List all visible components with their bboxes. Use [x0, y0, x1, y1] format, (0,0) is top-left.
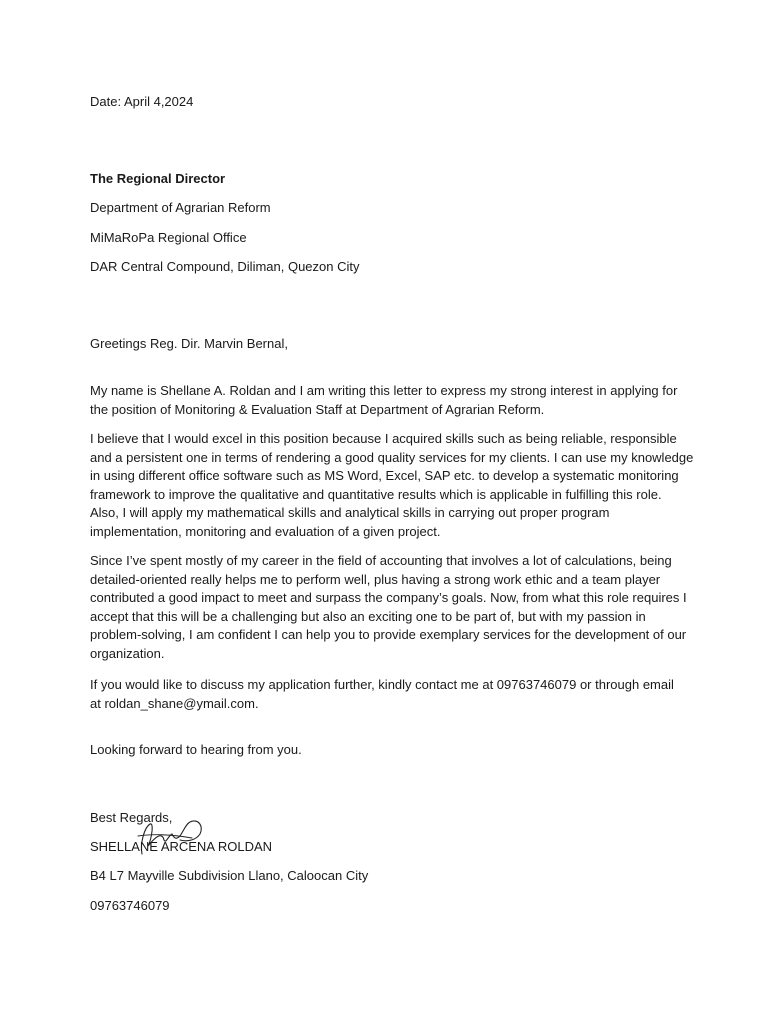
paragraph-line: and a persistent one in terms of rendering a good quality services for my clients. I can use my knowledge [90, 449, 694, 465]
paragraph-line: in using different office software such as MS Word, Excel, SAP etc. to develop a systematic monitoring [90, 468, 679, 483]
paragraph-line: at roldan_shane@ymail.com. [90, 695, 259, 711]
paragraph-line: framework to improve the qualitative and quantitative results which is applicable in fulfilling this role. [90, 486, 662, 502]
sender-phone: 09763746079 [90, 898, 170, 913]
paragraph-line: the position of Monitoring & Evaluation Staff at Department of Agrarian Reform. [90, 401, 545, 417]
paragraph-experience [90, 552, 690, 663]
paragraph-line: detailed-oriented really helps me to perform well, plus having a strong work ethic and a team player [90, 571, 661, 587]
recipient-department: Department of Agrarian Reform [90, 200, 271, 215]
recipient-title: The Regional Director [90, 171, 226, 186]
sender-name: SHELLANE ARCENA ROLDAN [90, 839, 273, 854]
closing-line: Looking forward to hearing from you. [90, 742, 302, 757]
paragraph-line: My name is Shellane A. Roldan and I am writing this letter to express my strong interest in applying for [90, 383, 678, 398]
paragraph-line: implementation, monitoring and evaluation of a given project. [90, 523, 441, 539]
paragraph-line: I believe that I would excel in this position because I acquired skills such as being reliable, responsible [90, 431, 677, 446]
recipient-office: MiMaRoPa Regional Office [90, 230, 247, 245]
recipient-address: DAR Central Compound, Diliman, Quezon City [90, 259, 360, 274]
sender-address: B4 L7 Mayville Subdivision Llano, Caloocan City [90, 868, 369, 883]
paragraph-line: problem-solving, I am confident I can help you to provide exemplary services for the development of our [90, 627, 687, 642]
signoff: Best Regards, [90, 810, 173, 825]
paragraph-line: organization. [90, 645, 165, 661]
paragraph-line: Also, I will apply my mathematical skills and analytical skills in carrying out proper program [90, 505, 610, 520]
paragraph-contact [90, 676, 690, 713]
paragraph-intro [90, 382, 690, 419]
paragraph-line: If you would like to discuss my application further, kindly contact me at 09763746079 or through email [90, 677, 674, 692]
paragraph-line: Since I’ve spent mostly of my career in the field of accounting that involves a lot of calculations, being [90, 553, 672, 568]
paragraph-skills [90, 430, 694, 541]
greeting: Greetings Reg. Dir. Marvin Bernal, [90, 336, 288, 351]
paragraph-line: accept that this will be a challenging but also an exciting one to be part of, but with my passion in [90, 608, 646, 624]
paragraph-line: contributed a good impact to meet and surpass the company’s goals. Now, from what this role requires I [90, 590, 687, 605]
letter-date: Date: April 4,2024 [90, 94, 194, 109]
